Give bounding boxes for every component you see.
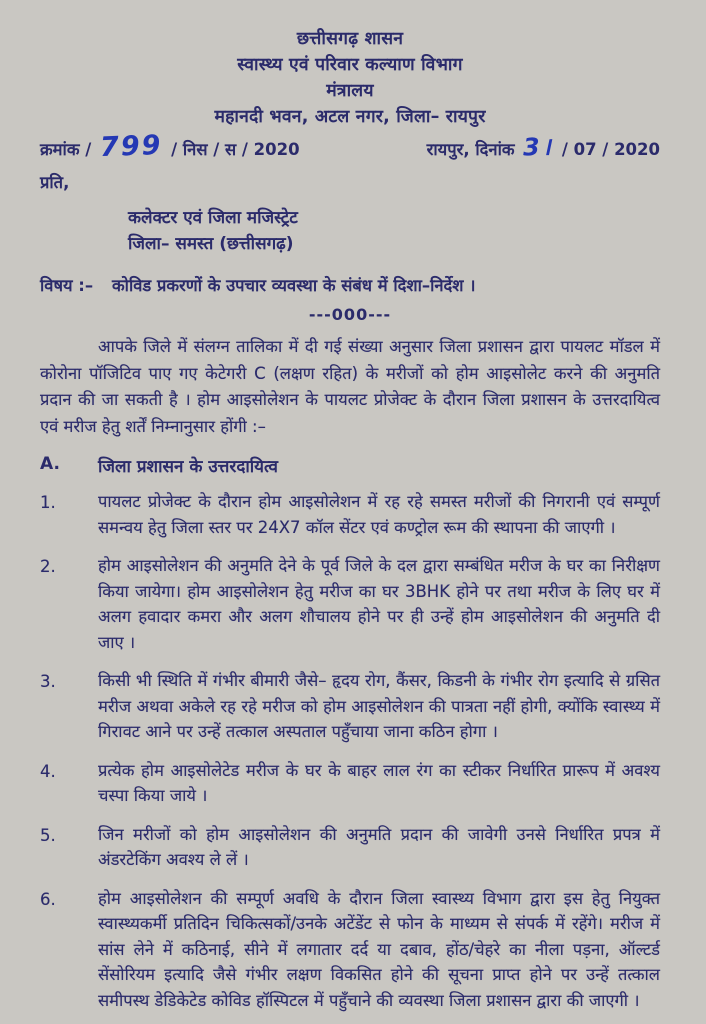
subject-text: कोविड प्रकरणों के उपचार व्यवस्था के संबंध में दिशा–निर्देश । bbox=[112, 276, 476, 295]
addressee-title: कलेक्टर एवं जिला मजिस्ट्रेट bbox=[128, 208, 298, 228]
list-item bbox=[40, 822, 660, 873]
list-item bbox=[40, 489, 660, 540]
addressee-block bbox=[40, 205, 660, 257]
date-label: रायपुर, दिनांक bbox=[426, 140, 515, 159]
item-number: 2. bbox=[40, 557, 56, 576]
item-text: पायलट प्रोजेक्ट के दौरान होम आइसोलेशन में रह रहे समस्त मरीजों की निगरानी एवं सम्पूर्ण समन्वय हेतु जिला स्तर पर 24X7 कॉल सेंटर एवं कण्ट्रोल रूम की स्थापना की जाएगी । bbox=[98, 492, 660, 537]
address-line: महानदी भवन, अटल नगर, जिला– रायपुर bbox=[214, 107, 486, 127]
ref-suffix: / निस / स / 2020 bbox=[171, 140, 300, 159]
item-text: होम आइसोलेशन की अनुमति देने के पूर्व जिले के दल द्वारा सम्बंधित मरीज के घर का निरीक्षण किया जायेगा। होम आइसोलेशन हेतु मरीज का घर 3BHK होने पर तथा मरीज के लिए घर में अलग हवादार कमरा और अलग शौचालय होने पर ही उन्हें होम आइसोलेशन की अनुमति दी जाए । bbox=[98, 556, 660, 652]
section-a-heading bbox=[40, 454, 660, 477]
government-name: छत्तीसगढ़ शासन bbox=[296, 29, 404, 49]
item-number: 5. bbox=[40, 825, 56, 845]
reference-row bbox=[40, 129, 660, 164]
numbered-guidelines-list bbox=[40, 489, 660, 1013]
section-separator: ---000--- bbox=[308, 305, 392, 324]
list-item bbox=[40, 668, 660, 745]
subject-label: विषय :– bbox=[40, 276, 94, 295]
item-number: 4. bbox=[40, 761, 56, 781]
intro-paragraph: आपके जिले में संलग्न तालिका में दी गई संख्या अनुसार जिला प्रशासन द्वारा पायलट मॉडल में कोरोना पॉजिटिव पाए गए केटेगरी C (लक्षण रहित) के मरीजों को होम आइसोलेट करने की अनुमति प्रदान की जा सकती है । होम आइसोलेशन के पायलट प्रोजेक्ट के दौरान जिला प्रशासन के उत्तरदायित्व एवं मरीज हेतु शर्तें निम्नानुसार होंगी :– bbox=[40, 337, 660, 436]
subject-row bbox=[40, 273, 660, 296]
section-a-label: A. bbox=[40, 454, 60, 474]
list-item bbox=[40, 758, 660, 809]
ministry-line: मंत्रालय bbox=[326, 81, 374, 101]
item-text: प्रत्येक होम आइसोलेटेड मरीज के घर के बाहर लाल रंग का स्टीकर निर्धारित प्रारूप में अवश्य चस्पा किया जाये । bbox=[98, 760, 660, 805]
item-text: जिन मरीजों को होम आइसोलेशन की अनुमति प्रदान की जावेगी उनसे निर्धारित प्रपत्र में अंडरटेकिंग अवश्य ले लें । bbox=[98, 824, 660, 869]
list-item bbox=[40, 886, 660, 1014]
item-text: होम आइसोलेशन की सम्पूर्ण अवधि के दौरान जिला स्वास्थ्य विभाग द्वारा इस हेतु नियुक्त स्वास्थ्यकर्मी प्रतिदिन चिकित्सकों/उनके अटेंडेंट से फोन के माध्यम से संपर्क में रहेंगे। मरीज में सांस लेने में कठिनाई, सीने में लगातार दर्द या दबाव, होंठ/चेहरे का नीला पड़ना, ऑल्टर्ड सेंसोरियम इत्यादि जैसे गंभीर लक्षण विकसित होने की सूचना प्राप्त होने पर उन्हें तत्काल समीपस्थ डेडिकेटेड कोविड हॉस्पिटल में पहुँचाने की व्यवस्था जिला प्रशासन द्वारा की जाएगी । bbox=[98, 888, 660, 1010]
handwritten-ref-number: 799 bbox=[99, 129, 163, 164]
item-number: 6. bbox=[40, 889, 56, 909]
place-and-date bbox=[426, 132, 660, 162]
ref-prefix: क्रमांक / bbox=[40, 140, 92, 159]
letterhead bbox=[40, 26, 660, 130]
list-item bbox=[40, 553, 660, 655]
date-rest: / 07 / 2020 bbox=[561, 140, 660, 159]
salutation: प्रति, bbox=[40, 173, 70, 192]
department-name: स्वास्थ्य एवं परिवार कल्याण विभाग bbox=[237, 55, 463, 75]
addressee-district: जिला– समस्त (छत्तीसगढ़) bbox=[128, 234, 294, 254]
reference-number bbox=[40, 129, 300, 164]
handwritten-date-day: 3। bbox=[522, 132, 554, 162]
item-number: 1. bbox=[40, 493, 56, 512]
section-a-title: जिला प्रशासन के उत्तरदायित्व bbox=[98, 457, 278, 477]
item-number: 3. bbox=[40, 672, 56, 691]
item-text: किसी भी स्थिति में गंभीर बीमारी जैसे– हृदय रोग, कैंसर, किडनी के गंभीर रोग इत्यादि से ग्रसित मरीज अथवा अकेले रह रहे मरीज को होम आइसोलेशन की पात्रता नहीं होगी, क्योंकि स्वास्थ्य में गिरावट आने पर उन्हें तत्काल अस्पताल पहुँचाया जाना कठिन होगा । bbox=[98, 671, 660, 741]
